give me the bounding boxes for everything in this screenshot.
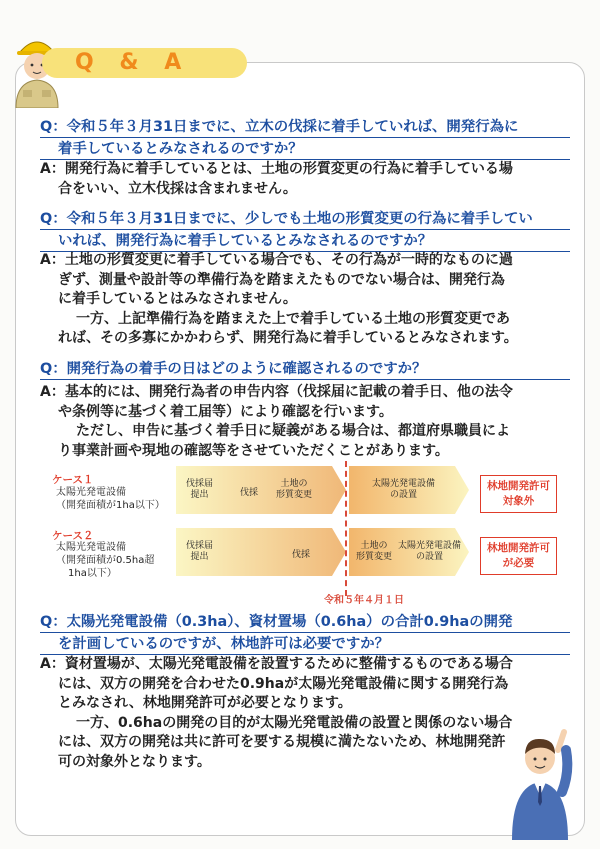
deadline-date-label: 令和５年４月１日 — [324, 595, 404, 606]
case-2-step-3-line-2: 形質変更 — [356, 552, 393, 562]
answer-2-line-4: 一方、上記準備行為を踏まえた上で着手している土地の形質変更であ — [76, 310, 510, 327]
case-1-step-1 — [186, 479, 213, 501]
answer-3-line-1: A：基本的には、開発行為者の申告内容（伐採届に記載の着手日、他の法令 — [40, 384, 513, 400]
answer-3-line-4: り事業計画や現地の確認等をさせていただくことがあります。 — [58, 442, 449, 459]
case-1-step-4-line-1: 太陽光発電設備 — [372, 479, 436, 489]
case-2-step-4-line-1: 太陽光発電設備 — [398, 541, 462, 551]
case-1-desc — [56, 486, 165, 512]
case-2-step-3 — [356, 541, 392, 563]
case-1-result-line-1: 林地開発許可 — [487, 480, 550, 492]
question-4-line-1: Q：太陽光発電設備（0.3ha）、資材置場（0.6ha）の合計0.9haの開発 — [40, 613, 570, 633]
case-1-step-1-line-2: 提出 — [190, 490, 209, 500]
case-1-step-2: 伐採 — [240, 488, 259, 498]
answer-4-line-6: 可の対象外となります。 — [58, 753, 211, 770]
question-1-line-2: 着手しているとみなされるのですか？ — [40, 140, 570, 160]
answer-2 — [40, 251, 570, 349]
case-1-step-3-line-2: 形質変更 — [276, 490, 313, 500]
answer-4 — [40, 655, 570, 772]
case-2-desc-line-1: 太陽光発電設備 — [56, 542, 126, 553]
question-3 — [40, 360, 570, 382]
office-worker-illustration — [506, 722, 584, 840]
answer-4-line-4: 一方、0.6haの開発の目的が太陽光発電設備の設置と関係のない場合 — [76, 714, 513, 731]
question-2-line-1: Q：令和５年３月31日までに、少しでも土地の形質変更の行為に着手してい — [40, 210, 570, 230]
question-3-line-1: Q：開発行為の着手の日はどのように確認されるのですか？ — [40, 360, 570, 380]
answer-1-line-2: 合をいい、立木伐採は含まれません。 — [58, 180, 297, 197]
case-2-result-line-1: 林地開発許可 — [487, 542, 550, 554]
question-4 — [40, 613, 570, 657]
case-2-step-2: 伐採 — [292, 550, 311, 560]
answer-3 — [40, 383, 570, 461]
question-4-line-2: を計画しているのですが、林地許可は必要ですか？ — [40, 635, 570, 655]
case-2-step-3-line-1: 土地の — [360, 541, 388, 551]
case-2-desc-line-3: 1ha以下） — [68, 568, 117, 579]
case-1-step-3 — [276, 479, 312, 501]
case-1-result-line-2: 対象外 — [502, 495, 535, 507]
case-1-step-4-line-2: の設置 — [390, 490, 418, 500]
case-2-step-1-line-2: 提出 — [190, 552, 209, 562]
question-1 — [40, 118, 570, 162]
answer-1 — [40, 160, 570, 199]
case-2-step-4-line-2: の設置 — [416, 552, 444, 562]
answer-2-line-2: ぎず、測量や設計等の準備行為を踏まえたものでない場合は、開発行為 — [58, 271, 505, 288]
answer-3-line-3: ただし、申告に基づく着手日に疑義がある場合は、都道府県職員によ — [76, 423, 510, 439]
case-1-step-1-line-1: 伐採届 — [186, 479, 214, 489]
answer-2-line-5: れば、その多寡にかかわらず、開発行為に着手しているとみなされます。 — [58, 330, 518, 346]
answer-3-line-2: や条例等に基づく着工届等）により確認を行います。 — [58, 403, 393, 420]
answer-2-line-3: に着手しているとはみなされません。 — [58, 291, 297, 307]
case-2-step-1-line-1: 伐採届 — [186, 541, 214, 551]
answer-4-line-1: A：資材置場が、太陽光発電設備を設置するために整備するものである場合 — [40, 656, 513, 672]
answer-1-line-1: A：開発行為に着手しているとは、土地の形質変更の行為に着手している場 — [40, 161, 513, 177]
case-1-step-4 — [372, 479, 435, 501]
answer-4-line-2: には、双方の開発を合わせた0.9haが太陽光発電設備に関する開発行為 — [58, 675, 509, 692]
case-2-desc-line-2: （開発面積が0.5ha超 — [56, 555, 155, 566]
case-1-step-3-line-1: 土地の — [280, 479, 308, 489]
deadline-divider — [345, 461, 347, 596]
case-2-label: ケース２ — [52, 530, 94, 542]
case-2-desc — [56, 541, 154, 580]
page-title: Q & A — [75, 50, 191, 75]
case-1-desc-line-2: （開発面積が1ha以下） — [56, 500, 165, 511]
case-2-result-line-2: が必要 — [502, 557, 535, 569]
case-2-step-1 — [186, 541, 213, 563]
answer-2-line-1: A：土地の形質変更に着手している場合でも、その行為が一時的なものに過 — [40, 252, 513, 268]
question-1-line-1: Q：令和５年３月31日までに、立木の伐採に着手していれば、開発行為に — [40, 118, 570, 138]
question-2 — [40, 210, 570, 254]
answer-4-line-3: とみなされ、林地開発許可が必要となります。 — [58, 695, 352, 711]
case-1-result-badge — [480, 475, 557, 513]
question-2-line-2: いれば、開発行為に着手しているとみなされるのですか？ — [40, 232, 570, 252]
case-2-result-badge — [480, 537, 557, 575]
case-1-label: ケース１ — [52, 474, 94, 486]
case-2-step-4 — [398, 541, 461, 563]
case-1-desc-line-1: 太陽光発電設備 — [56, 487, 126, 498]
answer-4-line-5: には、双方の開発は共に許可を要する規模に満たないため、林地開発許 — [58, 734, 506, 750]
